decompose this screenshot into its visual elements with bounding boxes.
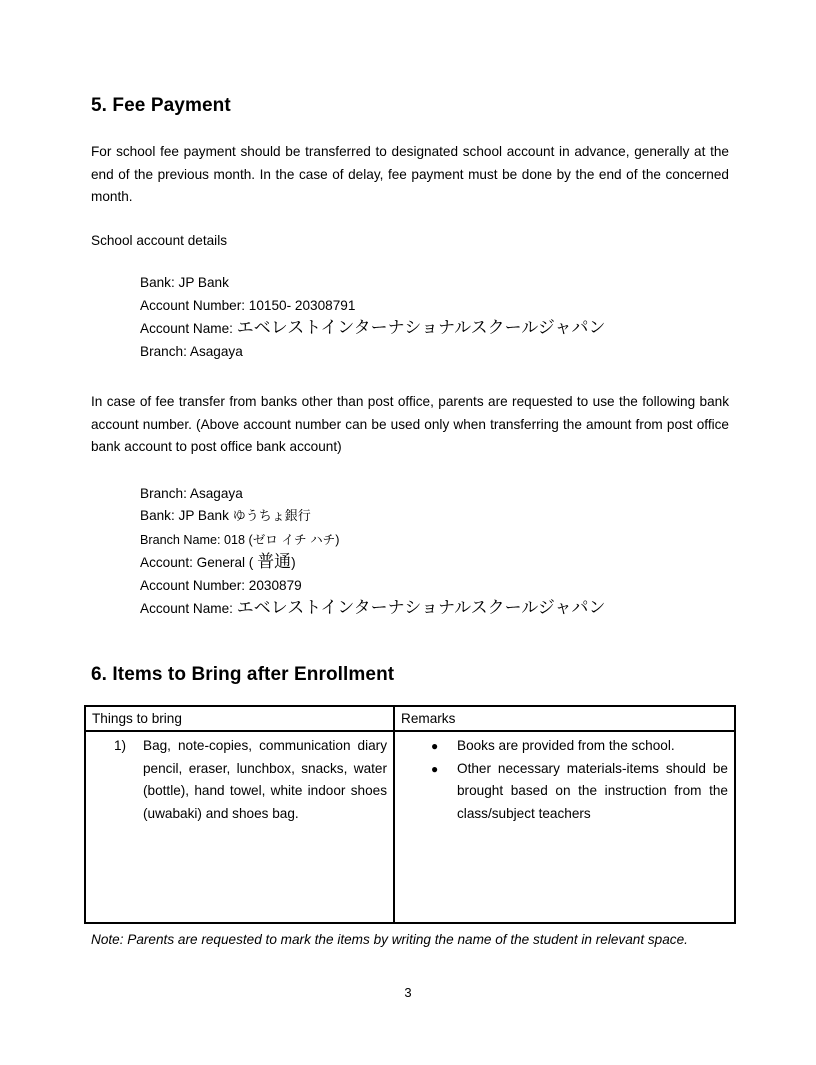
note-paragraph: Note: Parents are requested to mark the items by writing the name of the student in relevant space. [91,932,688,947]
things-list-item [114,735,387,825]
account2-branch-line: Branch: Asagaya [140,485,243,501]
account1-name-value-japanese: エベレストインターナショナルスクールジャパン [236,318,606,338]
cell-things-to-bring [85,731,394,923]
remark-text-2: Other necessary materials-items should be brought based on the instruction from the class/subject teachers [457,760,728,821]
school-account-block-1 [140,272,729,363]
fee-payment-paragraph: For school fee payment should be transferred to designated school account in advance, generally at the end of the previous month. In the case of delay, fee payment must be done by the end of the concerned month. [91,144,729,204]
account1-name-line [140,317,729,341]
things-list-text: Bag, note-copies, communication diary pencil, eraser, lunchbox, snacks, water (bottle), hand towel, white indoor shoes (uwabaki) and shoes bag. [143,738,387,821]
account2-bank-value-japanese: ゆうちょ銀行 [232,509,311,524]
section-5-heading: 5. Fee Payment [91,95,231,116]
account2-bank-label: Bank: JP Bank [140,508,233,523]
list-number-marker: 1) [114,738,127,753]
account2-type-line [140,551,729,575]
cell-remarks [394,731,735,923]
account1-bank-line: Bank: JP Bank [140,275,229,290]
account2-branch-name-line: Branch Name: 018 (ゼロ イチ ハチ) [140,532,340,547]
section-6-heading: 6. Items to Bring after Enrollment [91,663,395,685]
account2-number-line: Account Number: 2030879 [140,577,302,593]
school-account-details-label: School account details [91,232,228,248]
table-header-row [85,706,735,732]
page-number: 3 [404,985,412,1000]
bank-transfer-paragraph: In case of fee transfer from banks other than post office, parents are requested to use the following bank account number. (Above account number can be used only when transferring the amount from post office bank account to post office bank account) [91,394,729,454]
header-cell-remarks: Remarks [394,706,735,732]
header-cell-things-to-bring: Things to bring [85,706,394,732]
account2-name-value-japanese: エベレストインターナショナルスクールジャパン [236,598,606,618]
table-body-row [85,731,735,923]
account2-bank-line [140,505,729,529]
account1-number-line: Account Number: 10150- 20308791 [140,297,356,313]
account1-branch-line: Branch: Asagaya [140,343,243,359]
account2-type-close-paren: ) [291,555,296,570]
school-account-block-2 [140,483,729,621]
account2-type-value-japanese: 普通 [257,552,292,572]
remark-bullet-item-1 [431,735,728,758]
remark-bullet-item-2 [431,758,728,826]
account1-name-label: Account Name: [140,321,237,336]
remark-text-1: Books are provided from the school. [457,738,675,753]
items-to-bring-table [84,705,736,925]
bullet-icon: ● [431,739,439,753]
bullet-icon: ● [431,761,439,776]
account2-type-label: Account: General ( [140,555,258,570]
account2-name-line [140,597,729,621]
account2-name-label: Account Name: [140,601,237,616]
